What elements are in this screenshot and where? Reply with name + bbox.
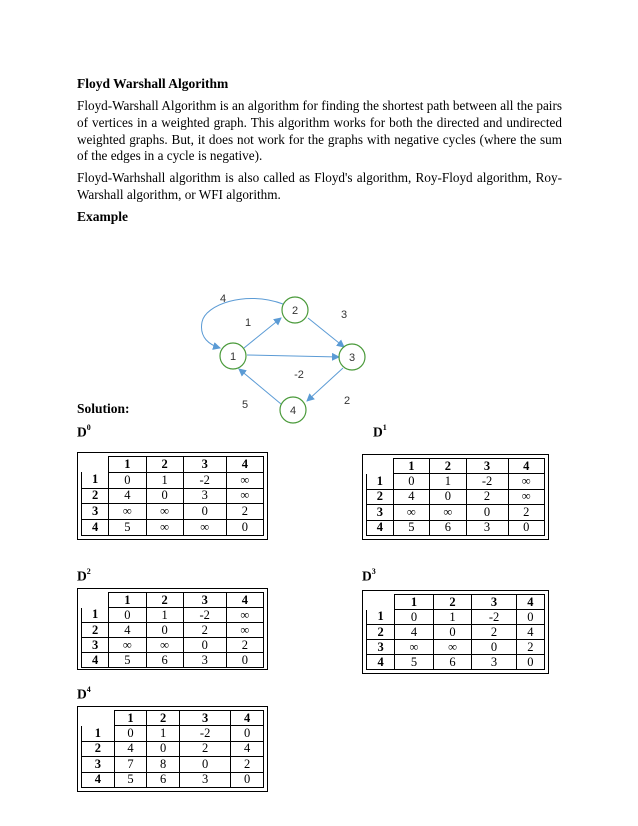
graph-node-1 (220, 343, 246, 369)
matrix-cell: ∞ (109, 504, 146, 520)
matrix-cell: 4 (114, 741, 147, 756)
matrix-column-header: 2 (146, 457, 183, 473)
matrix-cell: ∞ (226, 472, 263, 488)
matrix-column-header: 1 (395, 595, 434, 610)
matrix-corner-cell (82, 711, 115, 726)
matrix-label-d0: $D^0$ (77, 423, 91, 440)
matrix-cell: 6 (433, 655, 472, 670)
matrix-column-header: 1 (109, 457, 146, 473)
matrix-cell: 0 (114, 726, 147, 741)
matrix-row (82, 741, 264, 756)
graph-node-2-label: 2 (291, 305, 299, 317)
matrix-cell: ∞ (109, 638, 146, 653)
graph-node-3 (339, 344, 365, 370)
matrix-row-header: 3 (82, 638, 109, 653)
matrix-cell: -2 (179, 726, 230, 741)
matrix-cell: 0 (231, 772, 264, 787)
edge-label-2-to-1: 4 (219, 293, 227, 305)
graph-node-4-label: 4 (289, 405, 297, 417)
matrix-column-header: 4 (231, 711, 264, 726)
matrix-label-d4: $D^4$ (77, 685, 91, 702)
matrix-row-header: 1 (367, 610, 395, 625)
matrix-column-header: 4 (226, 593, 263, 608)
matrix-row (82, 608, 264, 623)
matrix-cell: 0 (516, 610, 544, 625)
matrix-cell: 2 (516, 640, 544, 655)
matrix-cell: 4 (231, 741, 264, 756)
matrix-column-header: 1 (114, 711, 147, 726)
matrix-row (82, 772, 264, 787)
matrix-cell: 2 (226, 504, 263, 520)
matrix-cell: 5 (109, 653, 146, 668)
example-heading: Example (77, 209, 129, 224)
matrix-corner-cell (367, 595, 395, 610)
matrix-d2 (77, 588, 268, 670)
matrix-cell: 0 (395, 610, 434, 625)
matrix-cell: 0 (231, 726, 264, 741)
matrix-cell: 2 (183, 623, 226, 638)
matrix-d0 (77, 452, 268, 540)
matrix-row (82, 726, 264, 741)
matrix-row (367, 474, 545, 489)
matrix-cell: 0 (508, 520, 544, 535)
matrix-cell: 0 (472, 640, 516, 655)
matrix-cell: 0 (433, 625, 472, 640)
matrix-cell: 3 (183, 653, 226, 668)
matrix-d3 (362, 590, 549, 674)
matrix-column-header: 4 (516, 595, 544, 610)
matrix-row-header: 1 (82, 726, 115, 741)
intro-paragraph: Floyd-Warshall Algorithm is an algorithm for finding the shortest path between all the pairs of vertices in a weighted graph. This algorithm works for both the directed and undirected weighted graphs. But, it does not work for the graphs with negative cycles (where the sum of the edges in a cycle is negative). (77, 98, 562, 164)
matrix-cell: ∞ (146, 520, 183, 536)
matrix-cell: 2 (466, 489, 508, 504)
matrix-row-header: 2 (82, 623, 109, 638)
matrix-row (82, 472, 264, 488)
matrix-label-d3: $D^3$ (362, 567, 376, 584)
matrix-header-row (367, 459, 545, 474)
matrix-cell: 1 (146, 472, 183, 488)
matrix-table (366, 594, 545, 670)
matrix-row (367, 505, 545, 520)
matrix-cell: 5 (395, 655, 434, 670)
matrix-cell: 0 (226, 520, 263, 536)
matrix-row (82, 504, 264, 520)
matrix-cell: 6 (430, 520, 466, 535)
matrix-corner-cell (367, 459, 394, 474)
matrix-column-header: 2 (146, 593, 183, 608)
graph-node-1-label: 1 (229, 351, 237, 363)
matrix-cell: 0 (146, 623, 183, 638)
matrix-cell: ∞ (433, 640, 472, 655)
edge-3-to-4 (307, 368, 343, 401)
matrix-label-d2: $D^2$ (77, 567, 91, 584)
matrix-cell: ∞ (393, 505, 429, 520)
edge-label-4-to-1: 5 (241, 399, 249, 411)
edge-label-1-to-3: -2 (294, 369, 304, 381)
matrix-cell: 0 (109, 608, 146, 623)
matrix-row (82, 520, 264, 536)
matrix-row-header: 4 (82, 520, 109, 536)
matrix-column-header: 2 (430, 459, 466, 474)
matrix-label-d1: $D^1$ (373, 423, 387, 440)
matrix-cell: 3 (183, 488, 226, 504)
matrix-table (81, 456, 264, 536)
matrix-cell: 0 (183, 504, 226, 520)
matrix-cell: 4 (516, 625, 544, 640)
matrix-column-header: 3 (179, 711, 230, 726)
matrix-cell: ∞ (146, 638, 183, 653)
solution-heading: Solution: (77, 401, 130, 416)
matrix-cell: ∞ (508, 489, 544, 504)
matrix-cell: ∞ (226, 608, 263, 623)
matrix-cell: 2 (179, 741, 230, 756)
matrix-cell: 0 (147, 741, 180, 756)
matrix-table (366, 458, 545, 536)
matrix-cell: ∞ (146, 504, 183, 520)
matrix-row-header: 4 (82, 653, 109, 668)
matrix-column-header: 2 (147, 711, 180, 726)
matrix-row (82, 488, 264, 504)
matrix-cell: 3 (179, 772, 230, 787)
page-title: Floyd Warshall Algorithm (77, 76, 229, 91)
matrix-row (367, 640, 545, 655)
matrix-cell: 0 (516, 655, 544, 670)
matrix-cell: 2 (226, 638, 263, 653)
matrix-row (82, 653, 264, 668)
matrix-header-row (82, 593, 264, 608)
matrix-cell: 5 (109, 520, 146, 536)
matrix-cell: 0 (393, 474, 429, 489)
matrix-cell: ∞ (226, 488, 263, 504)
edge-label-1-to-2: 1 (244, 317, 252, 329)
matrix-row (367, 655, 545, 670)
matrix-cell: 6 (146, 653, 183, 668)
matrix-row-header: 2 (367, 625, 395, 640)
aliases-paragraph: Floyd-Warhshall algorithm is also called as Floyd's algorithm, Roy-Floyd algorithm, Roy-Warshall algorithm, or WFI algorithm. (77, 170, 562, 202)
edge-2-to-3 (308, 318, 344, 347)
matrix-d4 (77, 706, 268, 792)
matrix-column-header: 3 (472, 595, 516, 610)
matrix-cell: 2 (508, 505, 544, 520)
matrix-cell: 4 (109, 488, 146, 504)
matrix-cell: ∞ (226, 623, 263, 638)
edge-2-to-1-curved (201, 298, 283, 348)
matrix-header-row (82, 711, 264, 726)
matrix-row-header: 3 (367, 640, 395, 655)
matrix-row-header: 3 (367, 505, 394, 520)
matrix-cell: 3 (472, 655, 516, 670)
matrix-cell: 0 (146, 488, 183, 504)
matrix-cell: 4 (109, 623, 146, 638)
matrix-row-header: 4 (367, 655, 395, 670)
matrix-row (82, 638, 264, 653)
matrix-cell: -2 (472, 610, 516, 625)
graph-node-4 (280, 397, 306, 423)
matrix-column-header: 3 (183, 593, 226, 608)
matrix-row-header: 2 (82, 741, 115, 756)
graph-node-3-label: 3 (348, 352, 356, 364)
matrix-column-header: 1 (109, 593, 146, 608)
matrix-corner-cell (82, 593, 109, 608)
matrix-column-header: 2 (433, 595, 472, 610)
matrix-column-header: 3 (466, 459, 508, 474)
matrix-row (367, 610, 545, 625)
matrix-cell: ∞ (395, 640, 434, 655)
matrix-cell: ∞ (430, 505, 466, 520)
matrix-cell: 2 (231, 757, 264, 772)
matrix-row-header: 3 (82, 757, 115, 772)
matrix-cell: 1 (146, 608, 183, 623)
matrix-cell: 8 (147, 757, 180, 772)
matrix-cell: 4 (393, 489, 429, 504)
matrix-row (367, 520, 545, 535)
matrix-row (82, 623, 264, 638)
matrix-cell: 0 (226, 653, 263, 668)
matrix-cell: -2 (183, 472, 226, 488)
graph-node-2 (282, 297, 308, 323)
matrix-table (81, 710, 264, 788)
matrix-cell: 5 (393, 520, 429, 535)
matrix-cell: ∞ (183, 520, 226, 536)
matrix-column-header: 4 (226, 457, 263, 473)
matrix-cell: ∞ (508, 474, 544, 489)
matrix-row (82, 757, 264, 772)
edge-label-3-to-4: 2 (343, 395, 351, 407)
matrix-row (367, 625, 545, 640)
matrix-column-header: 3 (183, 457, 226, 473)
matrix-row-header: 1 (82, 472, 109, 488)
matrix-corner-cell (82, 457, 109, 473)
matrix-cell: 4 (395, 625, 434, 640)
matrix-row-header: 1 (82, 608, 109, 623)
matrix-cell: 0 (179, 757, 230, 772)
edge-label-2-to-3: 3 (340, 309, 348, 321)
matrix-cell: 1 (147, 726, 180, 741)
matrix-cell: 6 (147, 772, 180, 787)
matrix-row-header: 3 (82, 504, 109, 520)
edge-1-to-3 (247, 355, 339, 357)
matrix-cell: 0 (466, 505, 508, 520)
matrix-header-row (367, 595, 545, 610)
matrix-cell: 0 (109, 472, 146, 488)
matrix-cell: 7 (114, 757, 147, 772)
matrix-cell: 0 (430, 489, 466, 504)
matrix-row-header: 4 (82, 772, 115, 787)
matrix-cell: 1 (430, 474, 466, 489)
matrix-cell: 1 (433, 610, 472, 625)
matrix-column-header: 4 (508, 459, 544, 474)
matrix-cell: -2 (466, 474, 508, 489)
matrix-row-header: 2 (82, 488, 109, 504)
matrix-row-header: 4 (367, 520, 394, 535)
matrix-d1 (362, 454, 549, 540)
matrix-cell: 2 (472, 625, 516, 640)
matrix-row (367, 489, 545, 504)
matrix-column-header: 1 (393, 459, 429, 474)
matrix-cell: -2 (183, 608, 226, 623)
matrix-header-row (82, 457, 264, 473)
matrix-row-header: 2 (367, 489, 394, 504)
matrix-cell: 0 (183, 638, 226, 653)
matrix-row-header: 1 (367, 474, 394, 489)
matrix-cell: 5 (114, 772, 147, 787)
matrix-cell: 3 (466, 520, 508, 535)
matrix-table (81, 592, 264, 668)
